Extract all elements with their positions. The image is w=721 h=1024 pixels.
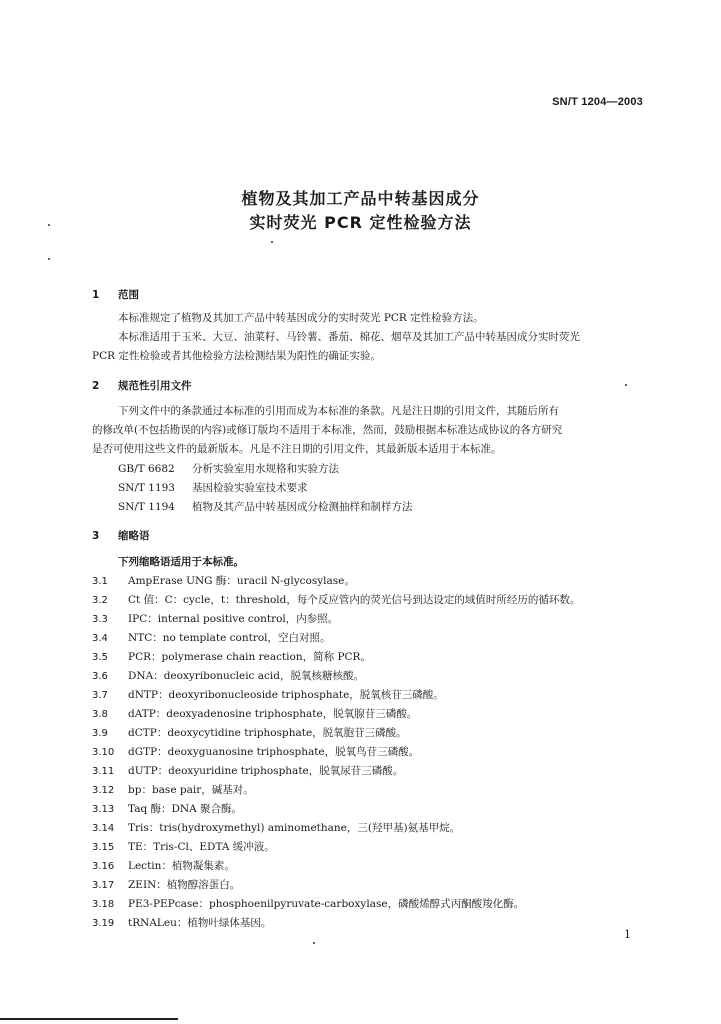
bottom-rule xyxy=(0,1018,178,1020)
term-text: PCR：polymerase chain reaction，简称 PCR。 xyxy=(128,651,371,663)
term-number: 3.13 xyxy=(92,804,115,815)
term-item xyxy=(92,858,235,873)
term-item xyxy=(92,782,254,797)
term-item xyxy=(92,611,338,626)
term-text: dUTP：deoxyuridine triphosphate，脱氧尿苷三磷酸。 xyxy=(128,765,404,777)
term-number: 3.14 xyxy=(92,823,115,834)
section-title: 规范性引用文件 xyxy=(118,380,192,392)
term-item xyxy=(92,725,407,740)
section-number: 1 xyxy=(92,289,100,301)
term-number: 3.7 xyxy=(92,690,108,701)
term-item xyxy=(92,649,371,664)
reference-title: 植物及其产品中转基因成分检测抽样和制样方法 xyxy=(192,501,413,513)
text-line: 是否可使用这些文件的最新版本。凡是不注日期的引用文件，其最新版本适用于本标准。 xyxy=(92,443,502,455)
term-number: 3.15 xyxy=(92,842,115,853)
section-number: 3 xyxy=(92,530,100,542)
reference-code: SN/T 1193 xyxy=(118,482,175,494)
term-text: ZEIN：植物醇溶蛋白。 xyxy=(128,879,241,891)
term-item xyxy=(92,896,524,911)
term-item xyxy=(92,763,403,778)
term-number: 3.10 xyxy=(92,747,115,758)
references-paragraph xyxy=(92,402,640,459)
section-heading-references xyxy=(92,378,192,393)
term-item xyxy=(92,915,271,930)
term-item xyxy=(92,668,364,683)
term-number: 3.12 xyxy=(92,785,115,796)
scan-speck xyxy=(48,258,50,260)
section-title: 范围 xyxy=(118,289,139,301)
section-heading-scope xyxy=(92,287,139,302)
term-text: Lectin：植物凝集素。 xyxy=(128,860,235,872)
term-text: IPC：internal positive control，内参照。 xyxy=(128,613,339,625)
reference-item xyxy=(118,499,413,514)
term-item xyxy=(92,573,355,588)
reference-code: GB/T 6682 xyxy=(118,463,175,475)
document-title-line-2: 实时荧光 PCR 定性检验方法 xyxy=(249,213,472,232)
scan-speck xyxy=(313,942,315,944)
term-item xyxy=(92,592,580,607)
term-item xyxy=(92,877,240,892)
reference-item xyxy=(118,480,308,495)
term-number: 3.3 xyxy=(92,614,108,625)
section-heading-abbreviations xyxy=(92,528,150,543)
term-number: 3.6 xyxy=(92,671,108,682)
term-number: 3.4 xyxy=(92,633,108,644)
term-text: tRNALeu：植物叶绿体基因。 xyxy=(128,917,272,929)
text-line: 本标准规定了植物及其加工产品中转基因成分的实时荧光 PCR 定性检验方法。 xyxy=(118,312,484,324)
term-text: Taq 酶：DNA 聚合酶。 xyxy=(128,803,243,815)
term-item xyxy=(92,839,275,854)
term-number: 3.18 xyxy=(92,899,115,910)
text-line: 本标准适用于玉米、大豆、油菜籽、马铃薯、番茄、棉花、烟草及其加工产品中转基因成分实时荧光 xyxy=(118,331,580,343)
text-line: 下列文件中的条款通过本标准的引用而成为本标准的条款。凡是注日期的引用文件，其随后所有 xyxy=(118,405,559,417)
term-text: TE：Tris-Cl、EDTA 缓冲液。 xyxy=(128,841,275,853)
term-text: bp：base pair，碱基对。 xyxy=(128,784,254,796)
scan-speck xyxy=(48,224,50,226)
term-number: 3.11 xyxy=(92,766,115,777)
term-item xyxy=(92,801,242,816)
term-number: 3.16 xyxy=(92,861,115,872)
term-number: 3.1 xyxy=(92,576,108,587)
abbreviations-intro: 下列缩略语适用于本标准。 xyxy=(118,556,244,568)
term-item xyxy=(92,630,331,645)
term-number: 3.5 xyxy=(92,652,108,663)
term-item xyxy=(92,706,417,721)
term-number: 3.9 xyxy=(92,728,108,739)
section-number: 2 xyxy=(92,380,100,392)
scan-speck xyxy=(271,241,273,243)
term-item xyxy=(92,820,460,835)
term-text: NTC：no template control，空白对照。 xyxy=(128,632,331,644)
term-number: 3.2 xyxy=(92,595,108,606)
standard-code: SN/T 1204—2003 xyxy=(552,96,643,108)
scope-paragraph xyxy=(92,309,640,366)
term-text: dNTP：deoxyribonucleoside triphosphate，脱氧核苷三磷酸。 xyxy=(128,689,444,701)
section-title: 缩略语 xyxy=(118,530,150,542)
document-title-line-1: 植物及其加工产品中转基因成分 xyxy=(241,189,480,208)
term-text: dATP：deoxyadenosine triphosphate，脱氧腺苷三磷酸。 xyxy=(128,708,418,720)
term-text: dGTP：deoxyguanosine triphosphate，脱氧鸟苷三磷酸。 xyxy=(128,746,420,758)
text-line: 的修改单(不包括勘误的内容)或修订版均不适用于本标准，然而，鼓励根据本标准达成协议的各方研究 xyxy=(92,424,563,436)
reference-title: 基因检验实验室技术要求 xyxy=(192,482,308,494)
term-text: PE3-PEPcase：phosphoenilpyruvate-carboxylase，磷酸烯醇式丙酮酸羧化酶。 xyxy=(128,898,525,910)
reference-title: 分析实验室用水规格和实验方法 xyxy=(192,463,339,475)
page-number: 1 xyxy=(624,928,631,941)
term-number: 3.8 xyxy=(92,709,108,720)
term-number: 3.17 xyxy=(92,880,115,891)
term-text: Tris：tris(hydroxymethyl) aminomethane，三(羟甲基)氨基甲烷。 xyxy=(128,822,461,834)
text-line: PCR 定性检验或者其他检验方法检测结果为阳性的确证实验。 xyxy=(92,350,381,362)
reference-code: SN/T 1194 xyxy=(118,501,175,513)
scan-speck xyxy=(625,384,627,386)
term-text: AmpErase UNG 酶：uracil N-glycosylase。 xyxy=(128,575,355,587)
reference-item xyxy=(118,461,339,476)
term-text: Ct 值：C：cycle，t：threshold，每个反应管内的荧光信号到达设定的域值时所经历的循环数。 xyxy=(128,594,581,606)
term-item xyxy=(92,687,444,702)
term-number: 3.19 xyxy=(92,918,115,929)
term-text: DNA：deoxyribonucleic acid，脱氧核糖核酸。 xyxy=(128,670,364,682)
term-text: dCTP：deoxycytidine triphosphate，脱氧胞苷三磷酸。 xyxy=(128,727,407,739)
term-item xyxy=(92,744,419,759)
